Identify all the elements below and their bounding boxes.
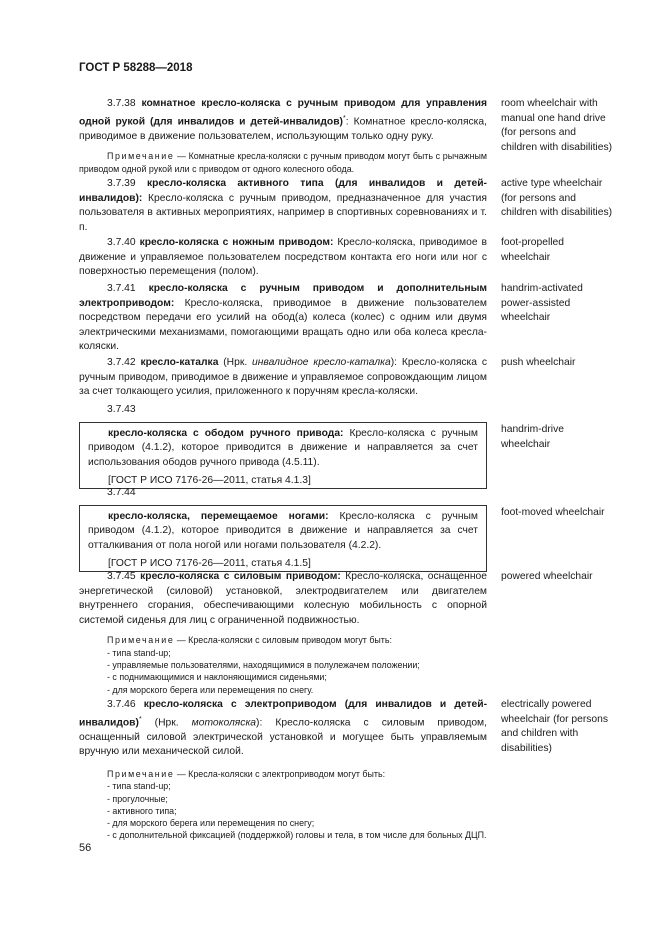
term: кресло-коляска с силовым приводом: (140, 571, 341, 582)
entry-number: 3.7.45 (107, 571, 136, 582)
russian-definition (79, 97, 487, 175)
note-list-item: - активного типа; (107, 805, 177, 816)
term: кресло-каталка (140, 357, 219, 368)
note-list-item: - с дополнительной фиксацией (поддержкой) головы и тела, в том числе для больных ДЦП. (107, 830, 487, 841)
note-text: — Кресла-коляски с силовым приводом могут быть: (174, 635, 392, 646)
entry-number: 3.7.41 (107, 283, 136, 294)
document-header: ГОСТ Р 58288—2018 (79, 62, 193, 74)
note-label: Примечание (107, 768, 175, 779)
entry-number: 3.7.39 (107, 178, 136, 189)
definition: Кресло-коляска с ручным приводом (4.1.2), которое приводится в движение и направляется за счет использования ободов ручного привода (4.5.11). (88, 427, 479, 468)
note-list-item: - прогулочные; (107, 793, 168, 804)
note-list-item: - типа stand-up; (107, 647, 171, 658)
entry-number: 3.7.44 (107, 487, 136, 498)
term: комнатное кресло-коляска с ручным приводом для управления одной рукой (для инвалидов и детей-инвалидов) (79, 98, 487, 128)
definition: : Комнатное кресло-коляска, приводимое в движение пользователем, использующим только одну руку. (79, 116, 487, 142)
english-equivalent: foot-moved wheelchair (501, 507, 605, 518)
term: кресло-коляска активного типа (для инвалидов и детей-инвалидов): (79, 178, 487, 204)
english-equivalent: powered wheelchair (501, 571, 593, 582)
english-equivalent: push wheelchair (501, 357, 576, 368)
english-equivalent: foot-propelled wheelchair (501, 237, 564, 263)
russian-definition (79, 403, 487, 489)
english-equivalent: electrically powered wheelchair (for persons and children with disabilities) (501, 699, 609, 754)
source-reference: [ГОСТ Р ИСО 7176-26—2011, статья 4.1.5] (108, 558, 311, 570)
english-equivalent: handrim-activated power-assisted wheelchair (501, 283, 583, 324)
russian-definition (79, 177, 487, 235)
definition: Кресло-коляска, приводимое в движение и управляемое пользователем посредством контакта его ноги или ног с поверхностью перемещения (полом). (79, 237, 487, 278)
definition: Кресло-коляска с ручным приводом (4.1.2), которое приводится в движение и направляется за счет отталкивания от пола ногой или ногами пользователя (4.2.2). (88, 510, 479, 551)
note-text: — Комнатные кресла-коляски с ручным приводом могут быть с рычажным приводом одной рукой или с приводом от одного колесного обода. (79, 151, 487, 174)
note-list-item: - типа stand-up; (107, 781, 171, 792)
russian-definition (79, 570, 487, 696)
note-list-item: - с поднимающимися и наклоняющимися сиденьями; (107, 672, 327, 683)
quoted-definition-box (79, 505, 487, 572)
definition: ): Кресло-коляска с ручным приводом, приводимое в движение и управляемое сопровождающим лицом за счет толкающего усилия, приложенного к поручням кресла-коляски. (79, 357, 487, 398)
note-list-item: - для морского берега или перемещения по снегу. (107, 684, 314, 695)
prefix: (Нрк. (141, 717, 192, 729)
prefix: (Нрк. (218, 357, 253, 368)
term: кресло-коляска с ручным приводом и дополнительным электроприводом: (79, 283, 487, 309)
definition: ): Кресло-коляска с силовым приводом, оснащенный силовой электрической установкой и могущее быть управляемым вручную или механической силой. (79, 717, 487, 758)
english-equivalent: room wheelchair with manual one hand drive (for persons and children with disabilities) (501, 98, 613, 153)
russian-definition (79, 282, 487, 355)
note-text: — Кресла-коляски с электроприводом могут быть: (174, 768, 386, 779)
deprecated-term: инвалидное кресло-каталка (252, 357, 391, 368)
english-equivalent: handrim-drive wheelchair (501, 424, 564, 450)
definition: Кресло-коляска, приводимое в движение пользователем посредством передачи его усилий на обод(а) колеса (колес) с одним или двумя электрическими механизмами, помогающими вращать одно или оба колеса кресла-коляски. (79, 297, 487, 353)
page-number: 56 (79, 842, 92, 854)
term: кресло-коляска с ободом ручного привода: (108, 427, 344, 439)
definition: Кресло-коляска с ручным приводом, предназначенное для участия пользователя в активных мероприятиях, например в спортивных соревнованиях и т. п. (79, 192, 487, 233)
note-list-item: - управляемые пользователями, находящимися в полулежачем положении; (107, 660, 420, 671)
term: кресло-коляска с электроприводом (для инвалидов и детей-инвалидов) (79, 699, 487, 729)
note-label: Примечание (107, 151, 175, 162)
russian-definition (79, 356, 487, 400)
russian-definition (79, 236, 487, 280)
entry-number: 3.7.46 (107, 699, 136, 710)
definition: Кресло-коляска, оснащенное энергетической (силовой) установкой, электродвигателем или двигателем внутреннего сгорания, обеспечивающими колесную мобильность с опорной системой сиденья для лиц с ограниченной подвижностью. (79, 571, 487, 626)
quoted-definition-box (79, 422, 487, 489)
term: кресло-коляска, перемещаемое ногами: (108, 510, 329, 522)
note-label: Примечание (107, 635, 175, 646)
footnote-mark: * (342, 114, 346, 122)
note-list-item: - для морского берега или перемещения по снегу; (107, 818, 315, 829)
russian-definition (79, 486, 487, 572)
russian-definition (79, 698, 487, 842)
deprecated-term: мотоколяска (191, 717, 257, 729)
term: кресло-коляска с ножным приводом: (139, 237, 334, 248)
entry-number: 3.7.38 (107, 98, 136, 109)
english-equivalent: active type wheelchair (for persons and children with disabilities) (501, 178, 613, 219)
entry-number: 3.7.42 (107, 357, 136, 368)
source-reference: [ГОСТ Р ИСО 7176-26—2011, статья 4.1.3] (108, 475, 311, 487)
entry-number: 3.7.40 (107, 237, 136, 248)
footnote-mark: * (138, 715, 142, 723)
entry-number: 3.7.43 (107, 404, 136, 415)
